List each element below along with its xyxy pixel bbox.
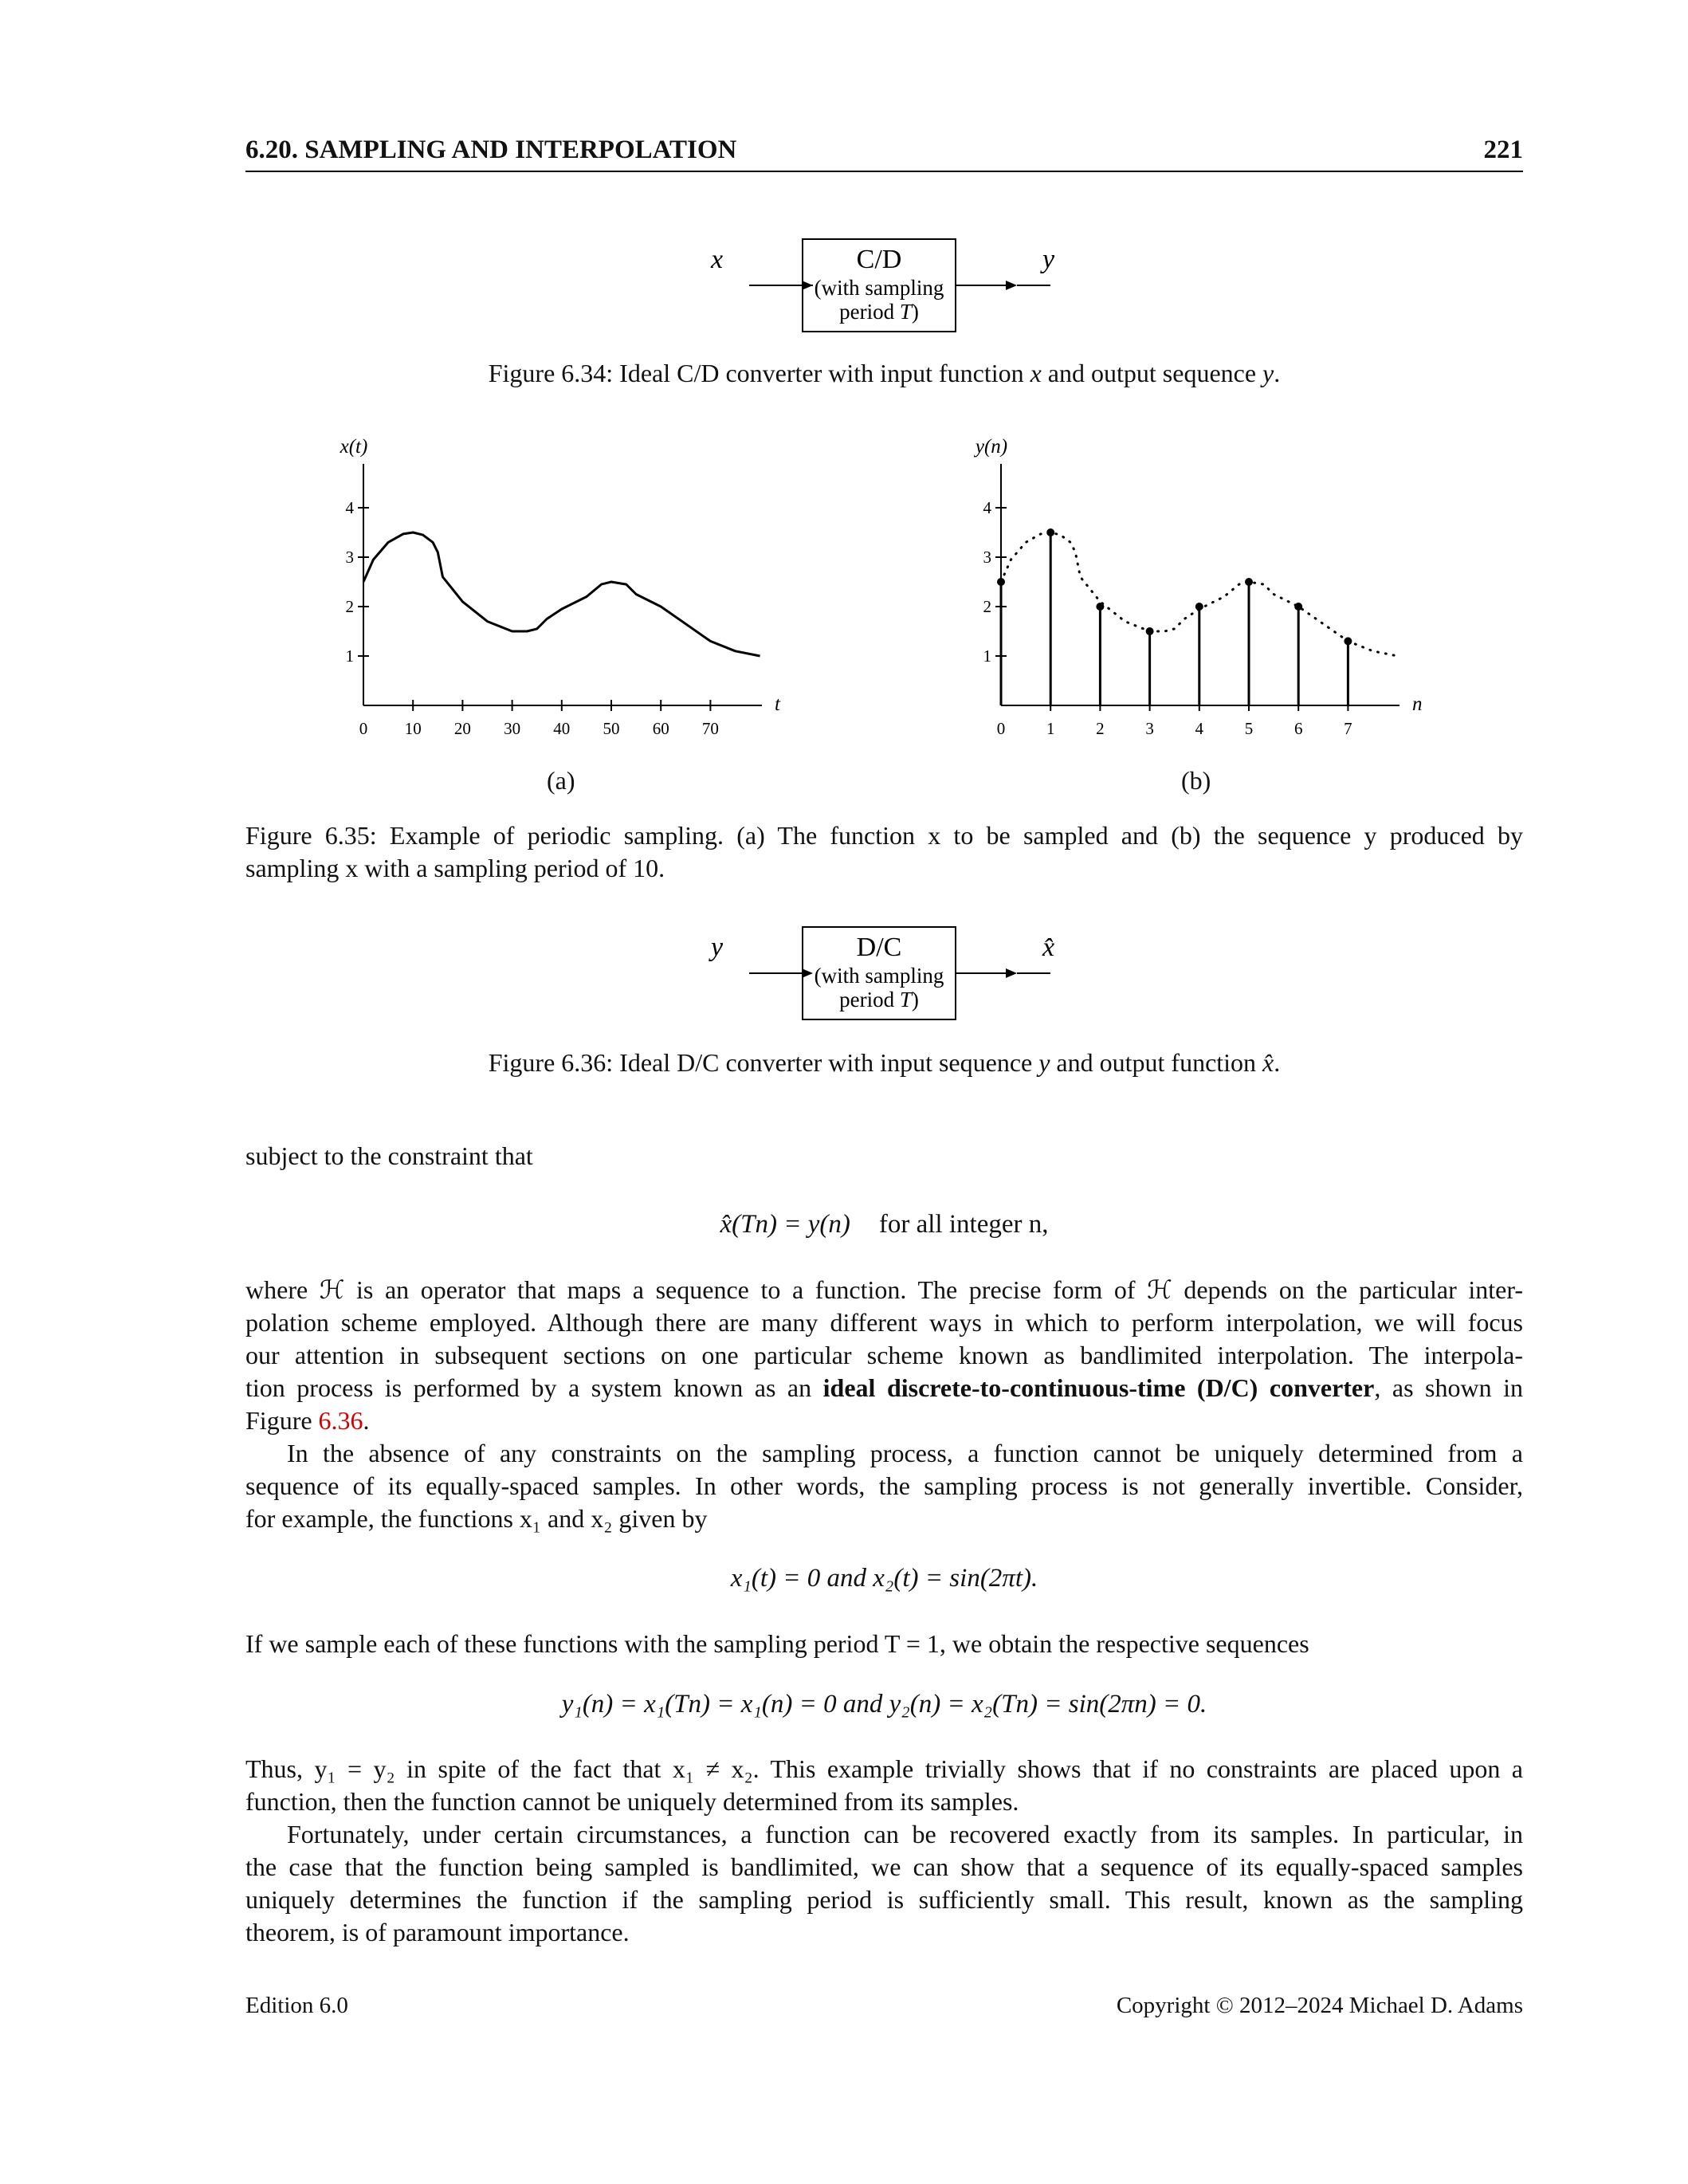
- sample-point-1: [1046, 528, 1054, 536]
- paragraph-operator: where ℋ is an operator that maps a sequence to a function. The precise form of ℋ depends on the particular inter- polation scheme employed. Although there are many different ways in which to perform interpolation, we will focus our attention in subsequent sections on one particular scheme known as bandlimited interpolation. The interpola- tion process is performed by a system known as an ideal discrete-to-continuous-time (D/C) converter, as shown in Figure 6.36.: [245, 1275, 1524, 1435]
- x-tick-label: 30: [504, 719, 521, 738]
- caption-635-line2: sampling x with a sampling period of 10.: [245, 854, 665, 882]
- y-tick-label: 4: [983, 498, 991, 517]
- output-arrowhead: [1006, 968, 1017, 978]
- x-tick-label: 60: [652, 719, 669, 738]
- figure-6-36-diagram: [693, 919, 1076, 1031]
- y-axis-label: x(t): [340, 436, 368, 458]
- output-label-y: y: [1042, 245, 1055, 274]
- panel-b-label: (b): [1181, 766, 1211, 795]
- x-tick-label: 70: [701, 719, 719, 738]
- x-axis-label: n: [1412, 693, 1423, 715]
- figure-6-35-caption: [245, 819, 1523, 885]
- x-tick-label: 5: [1244, 719, 1254, 738]
- dc-box-title: D/C: [856, 933, 902, 962]
- series-x-of-t: [363, 532, 760, 656]
- dc-box-line2: (with sampling: [814, 964, 944, 988]
- cd-box-line2: (with sampling: [814, 276, 944, 300]
- cd-box-title: C/D: [856, 245, 902, 274]
- figure-6-36-link[interactable]: 6.36: [318, 1406, 363, 1435]
- plot-a-group: [340, 436, 781, 738]
- sample-point-4: [1195, 603, 1203, 611]
- y-tick-label: 3: [983, 548, 991, 567]
- figure-6-35a-plot: [335, 422, 797, 741]
- y-tick-label: 1: [983, 646, 991, 666]
- page-number: 221: [1483, 136, 1523, 164]
- x-tick-label: 20: [453, 719, 471, 738]
- paragraph-sample-each: If we sample each of these functions with the sampling period T = 1, we obtain the respective sequences: [245, 1629, 1309, 1658]
- running-header: [245, 136, 1523, 172]
- output-label-xhat: x̂: [1042, 933, 1055, 962]
- input-label-y: y: [711, 933, 724, 962]
- footer-copyright: Copyright © 2012–2024 Michael D. Adams: [1116, 1993, 1523, 2018]
- paragraph-constraints: In the absence of any constraints on the sampling process, a function cannot be uniquely determined from a sequence of its equally-spaced samples. In other words, the sampling process is not generally invertible. Consider, for example, the functions x₁ and x₂ given by: [245, 1439, 1523, 1533]
- sample-point-3: [1146, 627, 1154, 635]
- section-title: 6.20. SAMPLING AND INTERPOLATION: [245, 136, 737, 164]
- footer-edition: Edition 6.0: [245, 1993, 348, 2018]
- caption-635-line1: Figure 6.35: Example of periodic sampling. (a) The function x to be sampled and (b) the sequence y produced by: [245, 821, 1523, 850]
- output-arrowhead: [1006, 281, 1017, 290]
- x-tick-label: 50: [603, 719, 620, 738]
- x-tick-label: 40: [553, 719, 571, 738]
- y-tick-label: 1: [345, 646, 354, 666]
- x-axis-label: t: [775, 693, 780, 715]
- sample-point-6: [1294, 603, 1302, 611]
- y-tick-label: 4: [345, 498, 354, 517]
- x-tick-label: 3: [1145, 719, 1154, 738]
- figure-6-34-caption: Figure 6.34: Ideal C/D converter with input function x and output sequence y.: [488, 359, 1281, 387]
- plot-b-group: [973, 436, 1423, 738]
- x-tick-label: 10: [404, 719, 422, 738]
- x-tick-label: 0: [359, 719, 368, 738]
- sample-point-2: [1096, 603, 1104, 611]
- figure-6-34-diagram: [693, 231, 1076, 343]
- input-label-x: x: [711, 245, 724, 274]
- figure-6-36-caption: Figure 6.36: Ideal D/C converter with input sequence y and output function x̂.: [488, 1048, 1281, 1077]
- sample-point-0: [997, 578, 1005, 586]
- equation-y1-y2: y₁(n) = x₁(Tn) = x₁(n) = 0 and y₂(n) = x₂(Tn) = sin(2πn) = 0.: [561, 1690, 1207, 1719]
- y-axis-label: y(n): [975, 436, 1008, 458]
- panel-a-label: (a): [547, 766, 575, 795]
- y-tick-label: 2: [345, 597, 354, 616]
- paragraph-thus: Thus, y₁ = y₂ in spite of the fact that x₁ ≠ x₂. This example trivially shows that if no constraints are placed upon a function, then the function cannot be uniquely determined from its samples.: [245, 1754, 1523, 1816]
- equation-x1-x2: x₁(t) = 0 and x₂(t) = sin(2πt).: [730, 1564, 1038, 1593]
- x-tick-label: 7: [1344, 719, 1352, 738]
- x-tick-label: 2: [1096, 719, 1105, 738]
- figure-6-35b-plot: [972, 422, 1435, 741]
- y-tick-label: 3: [345, 548, 354, 567]
- sample-point-5: [1245, 578, 1253, 586]
- paragraph-fortunately: Fortunately, under certain circumstances, a function can be recovered exactly from its samples. In particular, in the case that the function being sampled is bandlimited, we can show that a sequence of its equally-spaced samples uniquely determines the function if the sampling period is sufficiently small. This result, known as the sampling theorem, is of paramount importance.: [245, 1820, 1523, 1946]
- input-arrowhead: [802, 968, 813, 978]
- y-tick-label: 2: [983, 597, 991, 616]
- ideal-dc-term: ideal discrete-to-continuous-time (D/C) converter: [822, 1373, 1375, 1402]
- equation-interp-constraint: x̂(Tn) = y(n) for all integer n,: [720, 1210, 1049, 1239]
- dc-box-line3: period T): [839, 988, 919, 1011]
- cd-box-line3: period T): [839, 300, 919, 324]
- x-tick-label: 0: [996, 719, 1006, 738]
- x-tick-label: 6: [1293, 719, 1303, 738]
- constraint-text: subject to the constraint that: [245, 1141, 533, 1170]
- x-tick-label: 4: [1195, 719, 1204, 738]
- sample-point-7: [1344, 637, 1352, 645]
- x-tick-label: 1: [1046, 719, 1055, 738]
